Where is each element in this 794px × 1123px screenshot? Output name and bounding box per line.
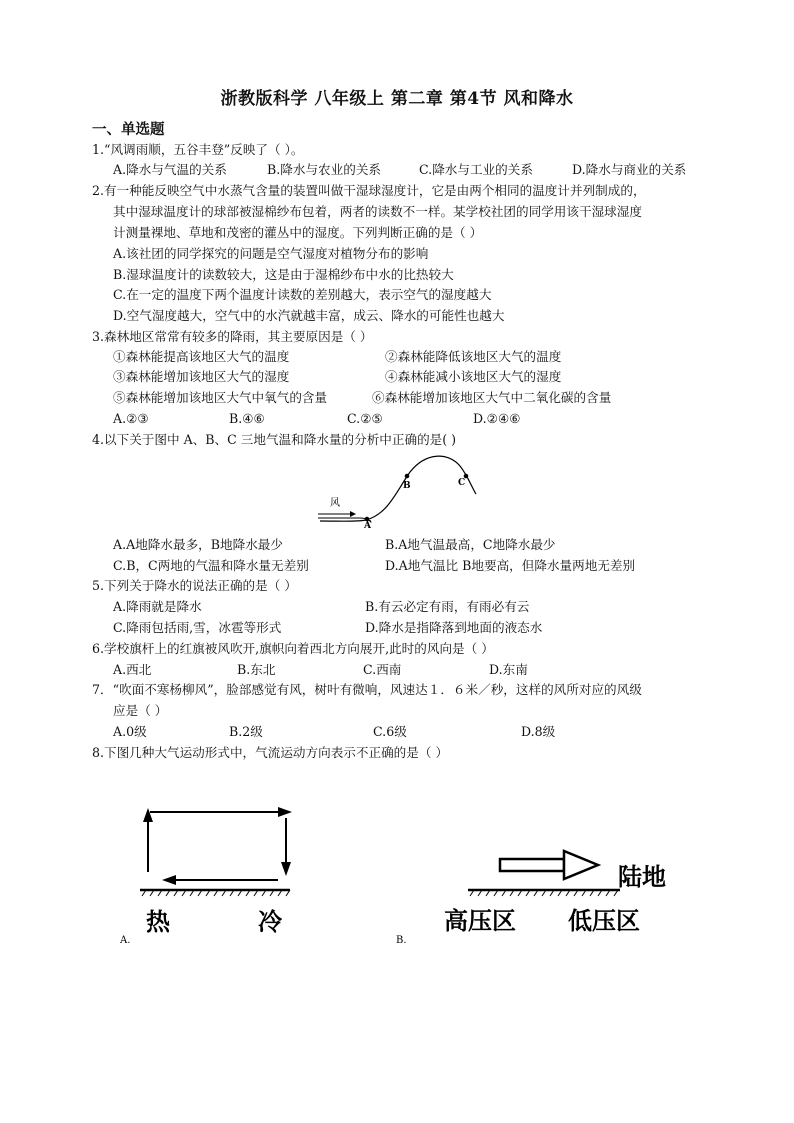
point-b-label: B [403,481,411,491]
figure-a-bottom-arrow-head [162,875,176,885]
figure-b-option-label: B. [396,935,407,946]
figure-b-arrow-shaft [500,859,564,871]
question-2-option-b: B.湿球温度计的读数较大，这是由于湿棉纱布中水的比热较大 [113,267,454,282]
section-heading: 一、单选题 [92,121,165,138]
question-7-option-b: B.2级 [229,724,263,739]
question-4-stem: 4.以下关于图中 A、B、C 三地气温和降水量的分析中正确的是( ) [92,432,457,447]
question-5-option-c: C.降雨包括雨,雪，冰雹等形式 [113,620,282,635]
question-5-option-b: B.有云必定有雨，有雨必有云 [365,599,530,614]
question-2-option-c: C.在一定的温度下两个温度计读数的差别越大，表示空气的湿度越大 [113,287,492,302]
figure-b-high-pressure-label: 高压区 [444,906,516,935]
point-c-label: C [458,478,466,488]
figure-b-pressure [388,845,708,955]
mountain-wind-figure [310,448,490,530]
question-5-stem: 5.下列关于降水的说法正确的是（ ） [92,578,297,593]
question-3-statement-1: ①森林能提高该地区大气的温度 [113,349,290,364]
question-3-statement-5: ⑤森林能增加该地区大气中氧气的含量 [113,390,328,405]
figure-a-down-arrow-head [281,862,291,876]
figure-a-top-arrow-head [278,807,292,817]
question-4-option-c: C.B，C两地的气温和降水量无差别 [113,558,309,573]
figure-a-cold-label: 冷 [258,907,282,936]
figure-b-arrow-head [564,851,598,879]
question-6-option-b: B.东北 [237,662,276,677]
question-1-option-c: C.降水与工业的关系 [419,162,533,177]
figure-a-hot-label: 热 [146,907,170,936]
question-2-option-d: D.空气湿度越大，空气中的水汽就越丰富，成云、降水的可能性也越大 [113,308,505,323]
question-1-option-b: B.降水与农业的关系 [267,162,382,177]
question-2-stem-line-2: 其中湿球温度计的球部被湿棉纱布包着，两者的读数不一样。某学校社团的同学用该干湿球湿度 [113,204,642,219]
figure-a-up-arrow-head [143,808,153,822]
question-3-option-a: A.②③ [113,411,149,426]
question-4-option-a: A.A地降水最多，B地降水最少 [113,537,283,552]
question-2-stem-line-1: 2.有一种能反映空气中水蒸气含量的装置叫做干湿球湿度计，它是由两个相同的温度计并列制成的， [92,183,646,198]
question-3-statement-3: ③森林能增加该地区大气的湿度 [113,369,290,384]
figure-b-low-pressure-label: 低压区 [568,906,640,935]
question-3-statement-2: ②森林能降低该地区大气的温度 [385,349,562,364]
question-3-option-b: B.④⑥ [229,411,265,426]
question-7-option-c: C.6级 [373,724,407,739]
question-6-option-c: C.西南 [363,662,402,677]
question-7-option-a: A.0级 [113,724,147,739]
question-1-option-d: D.降水与商业的关系 [572,162,687,177]
figure-a-option-label: A. [120,935,131,946]
wind-label: 风 [330,498,340,509]
point-a-label: A [364,521,371,530]
mountain-profile-curve [320,456,476,521]
question-3-statement-4: ④森林能减小该地区大气的湿度 [385,369,562,384]
question-3-stem: 3.森林地区常常有较多的降雨，其主要原因是（ ） [92,329,373,344]
question-6-option-d: D.东南 [489,662,528,677]
question-6-stem: 6.学校旗杆上的红旗被风吹开,旗帜向着西北方向展开,此时的风向是（ ） [92,641,494,656]
question-4-option-d: D.A地气温比 B地要高，但降水量两地无差别 [385,558,636,573]
question-6-option-a: A.西北 [113,662,152,677]
wind-arrow-head [350,511,356,517]
question-7-option-d: D.8级 [521,724,556,739]
question-2-option-a: A.该社团的同学探究的问题是空气湿度对植物分布的影响 [113,246,429,261]
question-3-statement-6: ⑥森林能增加该地区大气中二氧化碳的含量 [372,390,612,405]
question-4-option-b: B.A地气温最高，C地降水最少 [385,537,556,552]
question-7-stem-line-2: 应是（ ） [113,703,168,718]
question-1-stem: 1.“风调雨顺，五谷丰登”反映了（ ）。 [92,142,304,157]
question-5-option-d: D.降水是指降落到地面的液态水 [365,620,543,635]
point-b-marker [405,474,410,479]
question-8-stem: 8.下图几种大气运动形式中，气流运动方向表示不正确的是（ ） [92,745,449,760]
question-7-stem-line-1: 7．“吹面不寒杨柳风”，脸部感觉有风，树叶有微响，风速达１．６米／秒，这样的风所对应的风级 [92,682,642,697]
question-3-option-c: C.②⑤ [347,411,383,426]
figure-b-land-label: 陆地 [618,862,666,891]
question-5-option-a: A.降雨就是降水 [113,599,202,614]
question-2-stem-line-3: 计测量裸地、草地和茂密的灌丛中的湿度。下列判断正确的是（ ） [113,225,483,240]
page-title: 浙教版科学 八年级上 第二章 第4节 风和降水 [220,89,574,109]
question-1-option-a: A.降水与气温的关系 [113,162,227,177]
question-3-option-d: D.②④⑥ [473,411,521,426]
figure-a-convection [112,792,312,952]
